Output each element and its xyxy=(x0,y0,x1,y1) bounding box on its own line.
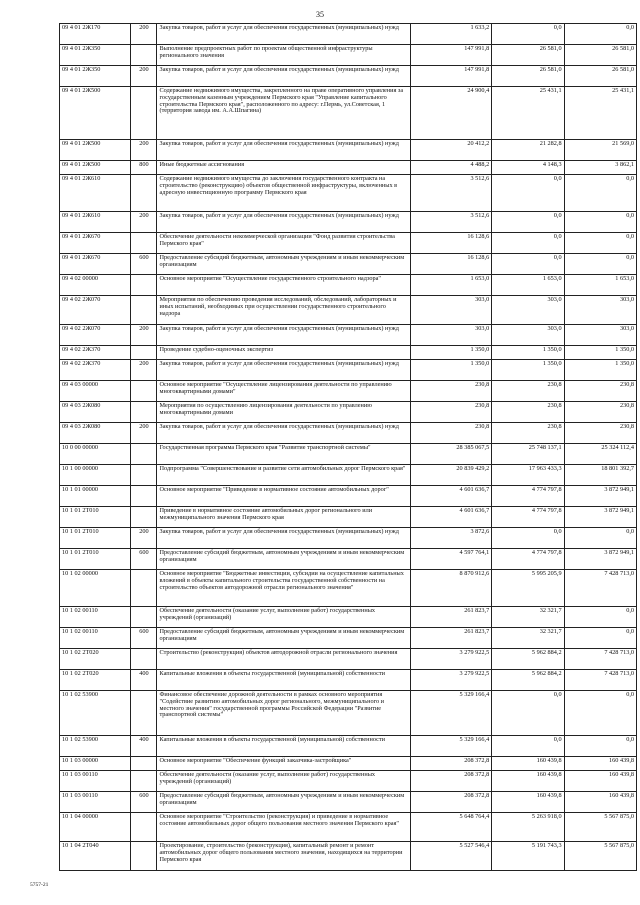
table-row xyxy=(60,296,637,325)
row-expense-type xyxy=(131,465,157,486)
row-expense-type: 600 xyxy=(131,549,157,570)
row-amount-2: 0,0 xyxy=(492,254,564,275)
table-row xyxy=(60,549,637,570)
row-amount-1: 230,8 xyxy=(410,381,491,402)
row-code: 10 1 03 00000 xyxy=(60,757,131,771)
row-amount-1: 261 823,7 xyxy=(410,607,491,628)
row-amount-3: 25 431,1 xyxy=(564,87,636,140)
row-amount-3: 3 862,1 xyxy=(564,161,636,175)
table-row xyxy=(60,325,637,346)
row-amount-1: 5 648 764,4 xyxy=(410,813,491,842)
row-amount-2: 5 263 918,0 xyxy=(492,813,564,842)
row-amount-1: 4 601 636,7 xyxy=(410,507,491,528)
row-description: Закупка товаров, работ и услуг для обеспечения государственных (муниципальных) нужд xyxy=(157,140,410,161)
row-code: 09 4 02 2Ж070 xyxy=(60,296,131,325)
row-amount-1: 20 839 429,2 xyxy=(410,465,491,486)
row-code: 09 4 03 2Ж080 xyxy=(60,402,131,423)
row-amount-1: 261 823,7 xyxy=(410,628,491,649)
row-description: Основное мероприятие "Бюджетные инвестиции, субсидии на осуществление капитальных вложений в объекты капитального строительства государственной собственности на строительство объектов автодорожной отрасли регионального значения" xyxy=(157,570,410,607)
budget-table xyxy=(59,23,637,871)
row-amount-3: 0,0 xyxy=(564,628,636,649)
row-description: Закупка товаров, работ и услуг для обеспечения государственных (муниципальных) нужд xyxy=(157,325,410,346)
row-amount-3: 0,0 xyxy=(564,233,636,254)
row-amount-2: 0,0 xyxy=(492,175,564,212)
row-amount-3: 1 350,0 xyxy=(564,360,636,381)
row-code: 09 4 01 2Ж670 xyxy=(60,254,131,275)
row-amount-1: 24 900,4 xyxy=(410,87,491,140)
row-description: Основное мероприятие "Приведение в нормативное состояние автомобильных дорог" xyxy=(157,486,410,507)
row-amount-3: 26 581,0 xyxy=(564,66,636,87)
row-amount-1: 230,8 xyxy=(410,423,491,444)
row-amount-2: 25 748 137,1 xyxy=(492,444,564,465)
table-row xyxy=(60,465,637,486)
row-amount-2: 4 148,3 xyxy=(492,161,564,175)
row-amount-3: 21 569,0 xyxy=(564,140,636,161)
row-expense-type: 800 xyxy=(131,161,157,175)
row-expense-type xyxy=(131,486,157,507)
row-amount-1: 147 991,8 xyxy=(410,66,491,87)
row-description: Основное мероприятие "Осуществление лицензирования деятельности по управлению многоквартирными домами" xyxy=(157,381,410,402)
row-amount-3: 303,0 xyxy=(564,325,636,346)
row-amount-3: 5 567 875,0 xyxy=(564,813,636,842)
row-expense-type xyxy=(131,402,157,423)
row-amount-3: 160 439,8 xyxy=(564,771,636,792)
row-amount-1: 3 512,6 xyxy=(410,212,491,233)
table-row xyxy=(60,570,637,607)
row-amount-3: 0,0 xyxy=(564,528,636,549)
row-code: 10 1 04 00000 xyxy=(60,813,131,842)
row-code: 10 1 02 53900 xyxy=(60,736,131,757)
row-expense-type xyxy=(131,649,157,670)
row-description: Закупка товаров, работ и услуг для обеспечения государственных (муниципальных) нужд xyxy=(157,66,410,87)
row-amount-1: 147 991,8 xyxy=(410,45,491,66)
row-amount-1: 208 372,8 xyxy=(410,771,491,792)
footer-code: 5757-21 xyxy=(30,882,49,888)
row-code: 09 4 01 2Ж500 xyxy=(60,87,131,140)
table-row xyxy=(60,381,637,402)
row-amount-2: 230,8 xyxy=(492,381,564,402)
row-code: 10 1 01 2Т010 xyxy=(60,507,131,528)
row-amount-1: 4 597 764,1 xyxy=(410,549,491,570)
row-expense-type xyxy=(131,842,157,871)
row-amount-1: 5 527 546,4 xyxy=(410,842,491,871)
row-expense-type xyxy=(131,296,157,325)
row-amount-1: 3 279 922,5 xyxy=(410,670,491,691)
row-amount-1: 1 653,0 xyxy=(410,275,491,296)
row-amount-1: 208 372,8 xyxy=(410,792,491,813)
row-amount-2: 0,0 xyxy=(492,736,564,757)
row-expense-type xyxy=(131,813,157,842)
row-amount-3: 7 428 713,0 xyxy=(564,649,636,670)
row-expense-type xyxy=(131,507,157,528)
row-description: Государственная программа Пермского края "Развитие транспортной системы" xyxy=(157,444,410,465)
row-amount-2: 230,8 xyxy=(492,423,564,444)
row-amount-2: 160 439,8 xyxy=(492,771,564,792)
row-amount-3: 7 428 713,0 xyxy=(564,670,636,691)
row-amount-1: 3 872,6 xyxy=(410,528,491,549)
row-expense-type xyxy=(131,175,157,212)
row-amount-2: 4 774 797,8 xyxy=(492,507,564,528)
row-description: Мероприятия по обеспечению проведения исследований, обследований, лабораторных и иных испытаний, необходимых при осуществлении государственного строительного надзора xyxy=(157,296,410,325)
row-expense-type xyxy=(131,757,157,771)
row-code: 09 4 02 2Ж370 xyxy=(60,360,131,381)
row-description: Капитальные вложения в объекты государственной (муниципальной) собственности xyxy=(157,670,410,691)
table-row xyxy=(60,792,637,813)
row-amount-1: 4 488,2 xyxy=(410,161,491,175)
row-expense-type xyxy=(131,346,157,360)
row-description: Закупка товаров, работ и услуг для обеспечения государственных (муниципальных) нужд xyxy=(157,528,410,549)
row-expense-type xyxy=(131,691,157,736)
row-expense-type: 200 xyxy=(131,140,157,161)
row-amount-2: 4 774 797,8 xyxy=(492,549,564,570)
row-code: 09 4 01 2Ж610 xyxy=(60,212,131,233)
row-amount-3: 0,0 xyxy=(564,736,636,757)
row-description: Проведение судебно-оценочных экспертиз xyxy=(157,346,410,360)
table-row xyxy=(60,212,637,233)
table-row xyxy=(60,628,637,649)
table-row xyxy=(60,842,637,871)
row-code: 10 1 02 53900 xyxy=(60,691,131,736)
row-description: Основное мероприятие "Обеспечение функций заказчика-застройщика" xyxy=(157,757,410,771)
row-expense-type: 600 xyxy=(131,254,157,275)
row-expense-type xyxy=(131,771,157,792)
row-amount-2: 5 995 205,9 xyxy=(492,570,564,607)
row-code: 09 4 01 2Ж500 xyxy=(60,161,131,175)
row-amount-1: 303,0 xyxy=(410,325,491,346)
table-row xyxy=(60,649,637,670)
row-code: 09 4 01 2Ж500 xyxy=(60,140,131,161)
row-description: Приведение в нормативное состояние автомобильных дорог регионального или межмуниципального значения Пермского края xyxy=(157,507,410,528)
row-code: 09 4 01 2Ж610 xyxy=(60,175,131,212)
row-description: Закупка товаров, работ и услуг для обеспечения государственных (муниципальных) нужд xyxy=(157,423,410,444)
page-number: 35 xyxy=(316,10,324,19)
table-row xyxy=(60,813,637,842)
table-row xyxy=(60,87,637,140)
table-row xyxy=(60,45,637,66)
table-row xyxy=(60,360,637,381)
table-row xyxy=(60,528,637,549)
table-row xyxy=(60,161,637,175)
row-amount-2: 26 581,0 xyxy=(492,45,564,66)
row-amount-2: 1 350,0 xyxy=(492,346,564,360)
row-expense-type: 200 xyxy=(131,66,157,87)
row-amount-2: 303,0 xyxy=(492,296,564,325)
row-amount-2: 160 439,8 xyxy=(492,792,564,813)
row-amount-3: 0,0 xyxy=(564,691,636,736)
row-amount-3: 5 567 875,0 xyxy=(564,842,636,871)
row-amount-1: 16 128,6 xyxy=(410,254,491,275)
row-expense-type: 200 xyxy=(131,325,157,346)
row-code: 10 1 02 00000 xyxy=(60,570,131,607)
row-amount-3: 3 872 949,1 xyxy=(564,507,636,528)
row-amount-3: 26 581,0 xyxy=(564,45,636,66)
row-code: 10 1 03 00110 xyxy=(60,792,131,813)
row-amount-2: 21 282,8 xyxy=(492,140,564,161)
row-amount-3: 1 350,0 xyxy=(564,346,636,360)
row-amount-2: 230,8 xyxy=(492,402,564,423)
row-amount-3: 3 872 949,1 xyxy=(564,486,636,507)
row-amount-2: 5 191 743,3 xyxy=(492,842,564,871)
row-expense-type: 200 xyxy=(131,360,157,381)
row-amount-2: 1 653,0 xyxy=(492,275,564,296)
row-amount-3: 230,8 xyxy=(564,402,636,423)
row-description: Строительство (реконструкция) объектов автодорожной отрасли регионального значения xyxy=(157,649,410,670)
row-description: Иные бюджетные ассигнования xyxy=(157,161,410,175)
row-description: Предоставление субсидий бюджетным, автономным учреждениям и иным некоммерческим организациям xyxy=(157,254,410,275)
row-expense-type: 600 xyxy=(131,628,157,649)
row-amount-2: 5 962 884,2 xyxy=(492,670,564,691)
row-description: Финансовое обеспечение дорожной деятельности в рамках основного мероприятия "Содействие развитию автомобильных дорог регионального, межмуниципального и местного значения" государственной программы Российской Федерации "Развитие транспортной системы" xyxy=(157,691,410,736)
row-amount-1: 3 279 922,5 xyxy=(410,649,491,670)
row-amount-3: 160 439,8 xyxy=(564,757,636,771)
table-row xyxy=(60,402,637,423)
row-amount-3: 230,8 xyxy=(564,423,636,444)
row-amount-1: 230,8 xyxy=(410,402,491,423)
table-row xyxy=(60,346,637,360)
table-row xyxy=(60,423,637,444)
row-code: 10 0 00 00000 xyxy=(60,444,131,465)
row-expense-type: 600 xyxy=(131,792,157,813)
row-amount-2: 0,0 xyxy=(492,233,564,254)
row-code: 10 1 02 00110 xyxy=(60,607,131,628)
table-row xyxy=(60,233,637,254)
row-expense-type xyxy=(131,570,157,607)
row-amount-1: 1 633,2 xyxy=(410,24,491,45)
row-amount-2: 25 431,1 xyxy=(492,87,564,140)
row-amount-1: 3 512,6 xyxy=(410,175,491,212)
row-description: Содержание недвижимого имущества, закрепленного на праве оперативного управления за государственным казенным учреждением Пермского края "Управление капитального строительства Пермского края", расположенного по адресу: г.Пермь, ул.Советская, 1 (территория завода им. А.А.Шпагина) xyxy=(157,87,410,140)
row-description: Подпрограмма "Совершенствование и развитие сети автомобильных дорог Пермского края" xyxy=(157,465,410,486)
row-amount-3: 0,0 xyxy=(564,607,636,628)
row-amount-2: 160 439,8 xyxy=(492,757,564,771)
row-code: 10 1 02 2Т020 xyxy=(60,670,131,691)
row-description: Капитальные вложения в объекты государственной (муниципальной) собственности xyxy=(157,736,410,757)
row-amount-3: 0,0 xyxy=(564,24,636,45)
row-description: Закупка товаров, работ и услуг для обеспечения государственных (муниципальных) нужд xyxy=(157,212,410,233)
row-amount-2: 0,0 xyxy=(492,528,564,549)
row-description: Предоставление субсидий бюджетным, автономным учреждениям и иным некоммерческим организациям xyxy=(157,549,410,570)
row-code: 10 1 01 2Т010 xyxy=(60,549,131,570)
row-code: 09 4 01 2Ж670 xyxy=(60,233,131,254)
row-description: Обеспечение деятельности (оказание услуг, выполнение работ) государственных учреждений (организаций) xyxy=(157,771,410,792)
row-amount-3: 3 872 949,1 xyxy=(564,549,636,570)
row-amount-3: 160 439,8 xyxy=(564,792,636,813)
row-expense-type xyxy=(131,381,157,402)
row-amount-1: 208 372,8 xyxy=(410,757,491,771)
row-code: 10 1 04 2Т040 xyxy=(60,842,131,871)
row-amount-1: 8 870 912,6 xyxy=(410,570,491,607)
row-amount-2: 0,0 xyxy=(492,691,564,736)
row-code: 10 1 03 00110 xyxy=(60,771,131,792)
row-description: Закупка товаров, работ и услуг для обеспечения государственных (муниципальных) нужд xyxy=(157,24,410,45)
table-row xyxy=(60,691,637,736)
table-row xyxy=(60,736,637,757)
row-amount-2: 32 321,7 xyxy=(492,607,564,628)
row-amount-3: 1 653,0 xyxy=(564,275,636,296)
row-expense-type xyxy=(131,45,157,66)
row-code: 10 1 01 00000 xyxy=(60,486,131,507)
table-row xyxy=(60,66,637,87)
table-row xyxy=(60,275,637,296)
row-amount-3: 0,0 xyxy=(564,212,636,233)
row-amount-1: 16 128,6 xyxy=(410,233,491,254)
row-code: 10 1 02 00110 xyxy=(60,628,131,649)
row-amount-1: 303,0 xyxy=(410,296,491,325)
row-amount-2: 1 350,0 xyxy=(492,360,564,381)
table-row xyxy=(60,507,637,528)
row-amount-3: 7 428 713,0 xyxy=(564,570,636,607)
row-description: Обеспечение деятельности (оказание услуг, выполнение работ) государственных учреждений (организаций) xyxy=(157,607,410,628)
row-expense-type: 200 xyxy=(131,212,157,233)
row-description: Закупка товаров, работ и услуг для обеспечения государственных (муниципальных) нужд xyxy=(157,360,410,381)
table-row xyxy=(60,607,637,628)
row-amount-2: 5 962 884,2 xyxy=(492,649,564,670)
row-amount-3: 303,0 xyxy=(564,296,636,325)
row-expense-type xyxy=(131,444,157,465)
row-expense-type xyxy=(131,607,157,628)
row-description: Основное мероприятие "Строительство (реконструкция) и приведение в нормативное состояние автомобильных дорог общего пользования местного значения Пермского края" xyxy=(157,813,410,842)
row-expense-type: 200 xyxy=(131,24,157,45)
row-amount-1: 20 412,2 xyxy=(410,140,491,161)
row-code: 10 1 01 2Т010 xyxy=(60,528,131,549)
row-amount-2: 303,0 xyxy=(492,325,564,346)
table-row xyxy=(60,140,637,161)
row-expense-type: 200 xyxy=(131,423,157,444)
row-amount-2: 26 581,0 xyxy=(492,66,564,87)
row-code: 10 1 02 2Т020 xyxy=(60,649,131,670)
row-amount-3: 18 801 392,7 xyxy=(564,465,636,486)
row-description: Выполнение предпроектных работ по проектам общественной инфраструктуры регионального значения xyxy=(157,45,410,66)
table-row xyxy=(60,444,637,465)
row-code: 09 4 01 2Ж350 xyxy=(60,45,131,66)
row-amount-3: 0,0 xyxy=(564,254,636,275)
row-amount-1: 1 350,0 xyxy=(410,360,491,381)
row-code: 09 4 03 2Ж080 xyxy=(60,423,131,444)
row-amount-1: 1 350,0 xyxy=(410,346,491,360)
row-description: Предоставление субсидий бюджетным, автономным учреждениям и иным некоммерческим организациям xyxy=(157,792,410,813)
row-code: 09 4 01 2Ж350 xyxy=(60,66,131,87)
row-expense-type: 400 xyxy=(131,736,157,757)
row-amount-2: 4 774 797,8 xyxy=(492,486,564,507)
row-amount-1: 5 329 166,4 xyxy=(410,691,491,736)
row-description: Обеспечение деятельности некоммерческой организации "Фонд развития строительства Пермского края" xyxy=(157,233,410,254)
row-expense-type xyxy=(131,87,157,140)
row-description: Проектирование, строительство (реконструкция), капитальный ремонт и ремонт автомобильных дорог общего пользования местного значения, находящихся на территории Пермского края xyxy=(157,842,410,871)
table-row xyxy=(60,24,637,45)
row-amount-1: 4 601 636,7 xyxy=(410,486,491,507)
table-row xyxy=(60,175,637,212)
row-amount-2: 0,0 xyxy=(492,24,564,45)
row-code: 09 4 02 2Ж070 xyxy=(60,325,131,346)
table-row xyxy=(60,486,637,507)
row-amount-3: 230,8 xyxy=(564,381,636,402)
row-expense-type: 400 xyxy=(131,670,157,691)
table-row xyxy=(60,670,637,691)
row-description: Содержание недвижимого имущества до заключения государственного контракта на строительство (реконструкцию) объектов общественной инфраструктуры, включенных в адресную инвестиционную программу Пермского края xyxy=(157,175,410,212)
row-amount-2: 32 321,7 xyxy=(492,628,564,649)
row-description: Предоставление субсидий бюджетным, автономным учреждениям и иным некоммерческим организациям xyxy=(157,628,410,649)
row-amount-2: 17 963 433,3 xyxy=(492,465,564,486)
row-expense-type xyxy=(131,275,157,296)
row-code: 09 4 02 2Ж370 xyxy=(60,346,131,360)
row-description: Основное мероприятие "Осуществление государственного строительного надзора" xyxy=(157,275,410,296)
row-expense-type xyxy=(131,233,157,254)
row-amount-1: 28 385 067,5 xyxy=(410,444,491,465)
row-code: 09 4 01 2Ж170 xyxy=(60,24,131,45)
row-code: 09 4 02 00000 xyxy=(60,275,131,296)
table-row xyxy=(60,757,637,771)
table-row xyxy=(60,254,637,275)
row-amount-3: 0,0 xyxy=(564,175,636,212)
row-amount-3: 25 324 112,4 xyxy=(564,444,636,465)
row-code: 09 4 03 00000 xyxy=(60,381,131,402)
row-expense-type: 200 xyxy=(131,528,157,549)
row-code: 10 1 00 00000 xyxy=(60,465,131,486)
table-row xyxy=(60,771,637,792)
row-amount-1: 5 329 166,4 xyxy=(410,736,491,757)
row-amount-2: 0,0 xyxy=(492,212,564,233)
row-description: Мероприятия по осуществлению лицензирования деятельности по управлению многоквартирными домами xyxy=(157,402,410,423)
